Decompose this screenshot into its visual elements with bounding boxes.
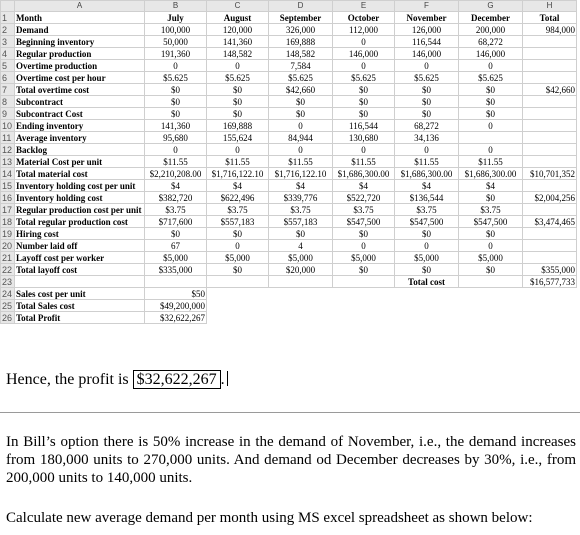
row-label: Subcontract Cost [15, 108, 145, 120]
table-row [1, 12, 577, 24]
table-cell: $1,716,122.10 [269, 168, 333, 180]
table-cell [523, 36, 577, 48]
table-row [1, 156, 577, 168]
table-cell: $0 [395, 228, 459, 240]
header-cell: July [145, 12, 207, 24]
table-cell: $3.75 [395, 204, 459, 216]
header-cell: Total [523, 12, 577, 24]
table-cell: 120,000 [207, 24, 269, 36]
table-cell: $0 [269, 228, 333, 240]
table-cell: 141,360 [145, 120, 207, 132]
table-cell: $0 [395, 96, 459, 108]
table-cell: $3.75 [145, 204, 207, 216]
table-cell: 68,272 [395, 120, 459, 132]
row-number: 9 [1, 108, 15, 120]
table-cell: $136,544 [395, 192, 459, 204]
table-cell: $0 [207, 84, 269, 96]
table-cell: $547,500 [333, 216, 395, 228]
table-cell: $0 [145, 228, 207, 240]
table-cell: $0 [145, 84, 207, 96]
profit-sentence [6, 371, 228, 389]
table-cell: $0 [145, 108, 207, 120]
table-cell: $3.75 [333, 204, 395, 216]
empty-cell [207, 288, 269, 300]
table-cell: $5.625 [145, 72, 207, 84]
summary-row [1, 312, 577, 324]
row-number: 23 [1, 276, 15, 288]
row-label: Beginning inventory [15, 36, 145, 48]
table-cell: $11.55 [269, 156, 333, 168]
table-row [1, 96, 577, 108]
row-number: 6 [1, 72, 15, 84]
empty-cell [207, 300, 269, 312]
row-number: 18 [1, 216, 15, 228]
table-cell [523, 204, 577, 216]
table-cell: 0 [269, 144, 333, 156]
table-cell: $4 [269, 180, 333, 192]
column-letter: C [207, 1, 269, 12]
table-cell: $49,200,000 [145, 300, 207, 312]
table-cell [523, 144, 577, 156]
table-cell: 0 [145, 144, 207, 156]
row-number: 19 [1, 228, 15, 240]
table-cell [523, 228, 577, 240]
table-row [1, 180, 577, 192]
summary-row [1, 300, 577, 312]
table-cell: $5,000 [395, 252, 459, 264]
table-cell: $622,496 [207, 192, 269, 204]
empty-cell [459, 312, 523, 324]
table-cell: 0 [207, 240, 269, 252]
empty-cell [395, 288, 459, 300]
table-cell: 116,544 [333, 120, 395, 132]
table-cell: 141,360 [207, 36, 269, 48]
table-cell: 146,000 [333, 48, 395, 60]
column-letter: F [395, 1, 459, 12]
table-cell: $339,776 [269, 192, 333, 204]
table-cell: $11.55 [459, 156, 523, 168]
table-cell: $0 [459, 84, 523, 96]
table-cell: $5.625 [333, 72, 395, 84]
empty-cell [395, 312, 459, 324]
table-cell: $3.75 [269, 204, 333, 216]
table-cell: $335,000 [145, 264, 207, 276]
table-row [1, 252, 577, 264]
table-cell: $382,720 [145, 192, 207, 204]
row-label: Total layoff cost [15, 264, 145, 276]
table-cell [523, 132, 577, 144]
column-header-row [1, 1, 577, 12]
profit-value-box: $32,622,267 [133, 370, 221, 389]
row-label: Material Cost per unit [15, 156, 145, 168]
table-cell: $5.625 [395, 72, 459, 84]
table-cell: 146,000 [459, 48, 523, 60]
table-cell: $11.55 [207, 156, 269, 168]
table-cell: $547,500 [395, 216, 459, 228]
table-cell: 326,000 [269, 24, 333, 36]
table-cell [523, 48, 577, 60]
table-cell: 100,000 [145, 24, 207, 36]
table-row [1, 108, 577, 120]
table-row [1, 120, 577, 132]
table-cell: $0 [459, 192, 523, 204]
table-cell [523, 252, 577, 264]
table-cell: $3,474,465 [523, 216, 577, 228]
table-cell: $0 [207, 96, 269, 108]
table-row [1, 168, 577, 180]
row-number: 13 [1, 156, 15, 168]
row-number: 8 [1, 96, 15, 108]
row-label: Overtime production [15, 60, 145, 72]
row-label: Total overtime cost [15, 84, 145, 96]
table-cell: $4 [333, 180, 395, 192]
empty-cell [523, 312, 577, 324]
table-cell: 0 [269, 120, 333, 132]
empty-cell [333, 300, 395, 312]
table-cell: $1,716,122.10 [207, 168, 269, 180]
corner-cell [1, 1, 15, 12]
table-cell: 0 [459, 240, 523, 252]
table-cell: 200,000 [459, 24, 523, 36]
table-cell [207, 276, 269, 288]
column-letter: A [15, 1, 145, 12]
table-cell: $11.55 [145, 156, 207, 168]
table-cell: $5,000 [207, 252, 269, 264]
table-cell: $0 [459, 228, 523, 240]
table-cell: $0 [333, 228, 395, 240]
profit-suffix: . [220, 371, 225, 388]
table-cell [523, 156, 577, 168]
row-number: 15 [1, 180, 15, 192]
empty-cell [523, 300, 577, 312]
text-cursor [227, 371, 228, 386]
empty-cell [395, 300, 459, 312]
empty-cell [207, 312, 269, 324]
row-number: 3 [1, 36, 15, 48]
table-row [1, 264, 577, 276]
table-cell: 7,584 [269, 60, 333, 72]
table-cell [523, 60, 577, 72]
table-cell: 50,000 [145, 36, 207, 48]
table-cell [269, 276, 333, 288]
table-cell: 126,000 [395, 24, 459, 36]
table-cell: 0 [333, 144, 395, 156]
table-cell: 0 [333, 60, 395, 72]
row-number: 22 [1, 264, 15, 276]
table-row [1, 36, 577, 48]
table-row [1, 24, 577, 36]
table-cell: 0 [395, 144, 459, 156]
header-cell: November [395, 12, 459, 24]
table-row [1, 48, 577, 60]
summary-row [1, 288, 577, 300]
header-cell: October [333, 12, 395, 24]
table-cell: $0 [207, 264, 269, 276]
header-cell: August [207, 12, 269, 24]
table-cell: $522,720 [333, 192, 395, 204]
row-label: Sales cost per unit [15, 288, 145, 300]
column-letter: D [269, 1, 333, 12]
row-label: Total Profit [15, 312, 145, 324]
table-cell: $0 [459, 108, 523, 120]
table-cell: $42,660 [523, 84, 577, 96]
table-cell: 191,360 [145, 48, 207, 60]
table-cell: $3.75 [207, 204, 269, 216]
row-number: 16 [1, 192, 15, 204]
row-label: Inventory holding cost per unit [15, 180, 145, 192]
table-cell: 148,582 [207, 48, 269, 60]
table-cell: $557,183 [207, 216, 269, 228]
row-number: 12 [1, 144, 15, 156]
row-number: 4 [1, 48, 15, 60]
total-cost-value: $16,577,733 [523, 276, 577, 288]
row-label: Regular production cost per unit [15, 204, 145, 216]
table-cell: $32,622,267 [145, 312, 207, 324]
table-cell: $5,000 [269, 252, 333, 264]
table-cell: $0 [269, 96, 333, 108]
table-cell: 0 [395, 60, 459, 72]
row-number: 1 [1, 12, 15, 24]
table-cell: $11.55 [333, 156, 395, 168]
table-row [1, 216, 577, 228]
table-cell: 169,888 [207, 120, 269, 132]
row-number: 5 [1, 60, 15, 72]
table-cell: $4 [145, 180, 207, 192]
table-row [1, 144, 577, 156]
empty-cell [333, 288, 395, 300]
table-cell: $0 [145, 96, 207, 108]
table-cell: 116,544 [395, 36, 459, 48]
table-cell: 130,680 [333, 132, 395, 144]
empty-cell [269, 312, 333, 324]
column-letter: E [333, 1, 395, 12]
row-label: Backlog [15, 144, 145, 156]
table-cell: 0 [395, 240, 459, 252]
row-number: 7 [1, 84, 15, 96]
table-cell [459, 276, 523, 288]
row-number: 2 [1, 24, 15, 36]
table-cell: $5.625 [459, 72, 523, 84]
table-cell: 0 [459, 120, 523, 132]
table-cell: $0 [395, 84, 459, 96]
table-cell: $0 [269, 108, 333, 120]
table-cell: 984,000 [523, 24, 577, 36]
row-label: Regular production [15, 48, 145, 60]
table-cell: $0 [207, 228, 269, 240]
table-cell: $5.625 [207, 72, 269, 84]
row-number: 25 [1, 300, 15, 312]
table-cell: 4 [269, 240, 333, 252]
table-cell: $10,701,352 [523, 168, 577, 180]
empty-cell [333, 312, 395, 324]
table-row [1, 228, 577, 240]
table-cell [523, 108, 577, 120]
table-cell: $5,000 [333, 252, 395, 264]
row-number: 11 [1, 132, 15, 144]
table-cell: $717,600 [145, 216, 207, 228]
table-cell: 0 [333, 240, 395, 252]
table-cell: 0 [145, 60, 207, 72]
row-number: 17 [1, 204, 15, 216]
table-cell: $547,500 [459, 216, 523, 228]
table-cell [523, 180, 577, 192]
table-cell [459, 132, 523, 144]
table-cell: $355,000 [523, 264, 577, 276]
paragraph-instruction: Calculate new average demand per month using MS excel spreadsheet as shown below: [6, 510, 533, 526]
section-divider [0, 412, 580, 413]
table-cell: 0 [207, 144, 269, 156]
table-cell: $1,686,300.00 [459, 168, 523, 180]
table-cell: $4 [459, 180, 523, 192]
table-cell: $0 [395, 108, 459, 120]
header-cell: Month [15, 12, 145, 24]
table-cell: $1,686,300.00 [333, 168, 395, 180]
row-number: 26 [1, 312, 15, 324]
table-cell: 0 [459, 60, 523, 72]
row-label: Average inventory [15, 132, 145, 144]
table-cell: $557,183 [269, 216, 333, 228]
row-number: 20 [1, 240, 15, 252]
row-label: Layoff cost per worker [15, 252, 145, 264]
empty-cell [269, 288, 333, 300]
row-label: Total material cost [15, 168, 145, 180]
table-cell: 34,136 [395, 132, 459, 144]
row-label: Hiring cost [15, 228, 145, 240]
table-cell: 95,680 [145, 132, 207, 144]
row-label: Total regular production cost [15, 216, 145, 228]
table-cell: 67 [145, 240, 207, 252]
table-row [1, 72, 577, 84]
row-number: 10 [1, 120, 15, 132]
table-cell: $0 [459, 264, 523, 276]
table-row [1, 132, 577, 144]
empty-cell [459, 300, 523, 312]
table-cell: $0 [333, 96, 395, 108]
table-cell: $5,000 [459, 252, 523, 264]
row-label: Inventory holding cost [15, 192, 145, 204]
row-label: Subcontract [15, 96, 145, 108]
table-cell: $2,004,256 [523, 192, 577, 204]
table-row [1, 60, 577, 72]
table-cell: 112,000 [333, 24, 395, 36]
header-cell: December [459, 12, 523, 24]
table-cell: $50 [145, 288, 207, 300]
table-cell: $0 [333, 264, 395, 276]
column-letter: B [145, 1, 207, 12]
table-cell [523, 96, 577, 108]
table-cell: 148,582 [269, 48, 333, 60]
table-cell: 84,944 [269, 132, 333, 144]
table-cell [15, 276, 145, 288]
table-cell: 0 [333, 36, 395, 48]
total-cost-row [1, 276, 577, 288]
table-cell: $3.75 [459, 204, 523, 216]
row-number: 21 [1, 252, 15, 264]
table-cell: $5,000 [145, 252, 207, 264]
row-label: Demand [15, 24, 145, 36]
table-cell: $0 [333, 108, 395, 120]
table-cell: $42,660 [269, 84, 333, 96]
profit-prefix: Hence, the profit is [6, 371, 133, 388]
table-cell [145, 276, 207, 288]
table-cell: 0 [207, 60, 269, 72]
table-row [1, 192, 577, 204]
table-cell: $0 [459, 96, 523, 108]
table-cell: $1,686,300.00 [395, 168, 459, 180]
table-cell [523, 240, 577, 252]
paragraph-bills-option: In Bill’s option there is 50% increase in the demand of November, i.e., the demand increases from 180,000 units to 270,000 units. And demand od December decreases by 30%, i.e., from 200,000 units to 140,000 units. [6, 434, 576, 486]
table-cell: $4 [395, 180, 459, 192]
row-label: Overtime cost per hour [15, 72, 145, 84]
table-cell [523, 120, 577, 132]
table-cell: 146,000 [395, 48, 459, 60]
table-cell: $4 [207, 180, 269, 192]
row-label: Ending inventory [15, 120, 145, 132]
table-row [1, 240, 577, 252]
table-cell [523, 72, 577, 84]
table-cell: 155,624 [207, 132, 269, 144]
header-cell: September [269, 12, 333, 24]
row-number: 14 [1, 168, 15, 180]
table-cell: 169,888 [269, 36, 333, 48]
empty-cell [269, 300, 333, 312]
row-number: 24 [1, 288, 15, 300]
empty-cell [523, 288, 577, 300]
empty-cell [459, 288, 523, 300]
row-label: Total Sales cost [15, 300, 145, 312]
table-cell: 68,272 [459, 36, 523, 48]
table-cell: $11.55 [395, 156, 459, 168]
table-cell: 0 [459, 144, 523, 156]
table-cell: $0 [395, 264, 459, 276]
table-cell: $2,210,208.00 [145, 168, 207, 180]
table-cell [333, 276, 395, 288]
table-row [1, 204, 577, 216]
table-cell: $20,000 [269, 264, 333, 276]
table-row [1, 84, 577, 96]
table-cell: $0 [333, 84, 395, 96]
total-cost-label: Total cost [395, 276, 459, 288]
row-label: Number laid off [15, 240, 145, 252]
column-letter: H [523, 1, 577, 12]
table-cell: $5.625 [269, 72, 333, 84]
column-letter: G [459, 1, 523, 12]
table-cell: $0 [207, 108, 269, 120]
